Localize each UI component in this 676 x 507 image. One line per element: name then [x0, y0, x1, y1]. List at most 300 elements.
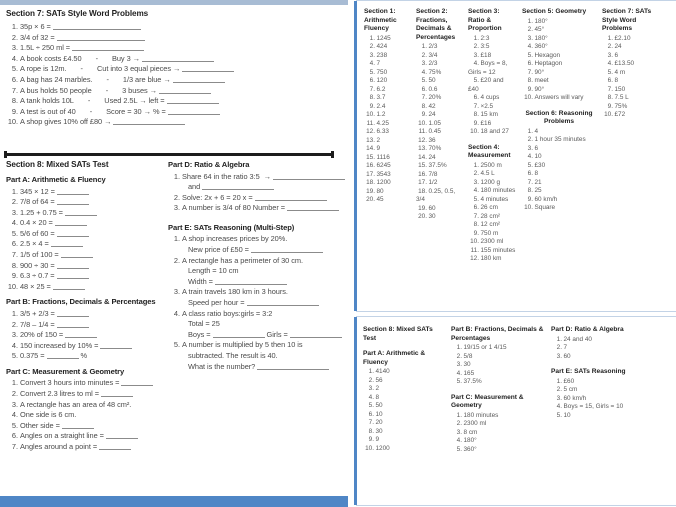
answer-number: 10.	[524, 94, 533, 102]
answer-number: 3.	[473, 51, 479, 59]
answer-item: 9. 24	[416, 111, 462, 120]
answer-item: 1. 24 and 40	[551, 336, 667, 345]
answer-number: 5.	[607, 68, 613, 76]
answers-part-c-list	[451, 412, 547, 455]
answer-item: 12. 180 km	[468, 255, 516, 264]
answer-number: 7.	[527, 178, 533, 186]
answers-section-1-list	[364, 35, 410, 205]
answers-part-e-list	[551, 378, 667, 421]
answer-item: 8. 12 cm²	[468, 221, 516, 230]
answer-number: 6.	[527, 170, 533, 178]
answer-item: 9. 90°	[522, 86, 596, 95]
question-item: 3. 20% of 150 =	[6, 330, 176, 341]
answer-item: 3. 2	[363, 385, 447, 394]
answer-item: 10. 2300 ml	[468, 238, 516, 247]
part-a-question-list	[6, 187, 176, 293]
part-b-title: Part B: Fractions, Decimals & Percentages	[6, 297, 156, 307]
answer-item: 3. 180°	[522, 35, 596, 44]
answer-item: 9. 60 km/h	[522, 196, 596, 205]
answer-item: 8. 42	[416, 103, 462, 112]
answer-item: 4. Boys = 8, Girls = 12	[468, 60, 510, 76]
answer-number: 2.	[456, 352, 462, 360]
answer-item: 9. £16	[468, 120, 516, 129]
answer-item: 17. 3543	[364, 171, 410, 180]
answers-section-4-list	[468, 162, 516, 264]
question-number: 1.	[11, 308, 18, 318]
answer-number: 7.	[473, 102, 479, 110]
answer-number: 1.	[527, 127, 533, 135]
question-number: 1.	[11, 22, 18, 31]
question-item: 9. A test is out of 40 - Score = 30 → % =	[6, 107, 344, 118]
answer-item: 7. 20%	[416, 94, 462, 103]
answer-item: 2. 2300 ml	[451, 420, 547, 429]
answer-number: 18.	[418, 187, 427, 195]
question-number: 3.	[11, 330, 18, 340]
answer-item: 10. 1.05	[416, 120, 462, 129]
answer-number: 16.	[366, 162, 375, 170]
answer-blank[interactable]	[99, 442, 131, 450]
answer-item: 8. 3.7	[364, 94, 410, 103]
question-number: 3.	[173, 203, 180, 213]
answer-item: 6. 120	[364, 77, 410, 86]
answer-item: 2. 5 cm	[551, 386, 667, 395]
answers-part-a-list	[363, 368, 447, 453]
answer-number: 5.	[527, 51, 533, 59]
answer-blank[interactable]	[251, 245, 323, 253]
question-continuation: What is the number?	[168, 362, 346, 373]
question-number: 9.	[11, 106, 18, 116]
answer-number: 5.	[473, 77, 479, 85]
answer-item: 20. 30	[416, 213, 462, 222]
answer-item: 16. 6245	[364, 162, 410, 171]
answer-number: 10.	[470, 238, 479, 246]
answer-number: 7.	[368, 419, 374, 427]
answer-blank[interactable]	[53, 22, 141, 30]
answer-number: 9.	[607, 102, 613, 110]
question-item: 2. 7/8 – 1/4 =	[6, 320, 176, 331]
answer-blank[interactable]	[51, 239, 83, 247]
question-item: 1. 3/5 + 2/3 =	[6, 309, 176, 320]
answer-blank[interactable]	[57, 309, 89, 317]
answer-item: 2. 24	[602, 43, 668, 52]
answer-item: 5. 4 minutes	[468, 196, 516, 205]
answers-section-8-title: Section 8: Mixed SATs Test	[363, 326, 433, 342]
answer-item: 1. £2.10	[602, 35, 668, 44]
answer-item: 8. 30	[363, 428, 447, 437]
answer-blank[interactable]	[57, 197, 89, 205]
answer-number: 10.	[418, 119, 427, 127]
answer-item: 13. 70%	[416, 145, 462, 154]
answer-number: 2.	[556, 386, 562, 394]
answer-blank[interactable]	[55, 218, 87, 226]
answer-blank[interactable]	[57, 187, 89, 195]
answer-number: 1.	[556, 377, 562, 385]
question-number: 3.	[11, 399, 18, 409]
question-number: 2.	[173, 192, 180, 202]
section-8-right-column	[168, 160, 346, 372]
answer-blank[interactable]	[213, 330, 265, 338]
answers-part-d-title: Part D: Ratio & Algebra	[551, 326, 624, 333]
answer-number: 4.	[456, 437, 462, 445]
answer-number: 8.	[368, 427, 374, 435]
answer-item: 9. 2.4	[364, 103, 410, 112]
answer-item: 7. 6.2	[364, 86, 410, 95]
answer-item: 6. 4 cups	[468, 94, 516, 103]
answer-number: 9.	[527, 195, 533, 203]
answers-section-4-title: Section 4: Measurement	[468, 143, 511, 160]
answers-section-3-title: Section 3: Ratio & Proportion	[468, 8, 502, 33]
answer-number: 9.	[473, 119, 479, 127]
answer-blank[interactable]	[290, 330, 342, 338]
answer-number: 6.	[421, 85, 427, 93]
card-left-edge	[354, 1, 357, 311]
answer-number: 6.	[527, 60, 533, 68]
answers-section-2-list	[416, 43, 462, 222]
answer-blank[interactable]	[57, 229, 89, 237]
answer-blank[interactable]	[159, 86, 211, 94]
answer-item: 5. 750	[364, 69, 410, 78]
answer-blank[interactable]	[101, 389, 133, 397]
question-number: 4.	[11, 410, 18, 420]
answer-item: 3. 60 km/h	[551, 395, 667, 404]
question-continuation: New price of £50 =	[168, 245, 346, 256]
question-continuation: Boys = Girls =	[168, 330, 346, 341]
answer-blank[interactable]	[62, 421, 94, 429]
answer-number: 17.	[366, 170, 375, 178]
answer-blank[interactable]	[215, 277, 287, 285]
answers-col-section-1	[361, 8, 413, 311]
answer-item: 4. 7	[364, 60, 410, 69]
answer-blank[interactable]	[121, 378, 153, 386]
answer-item: 2. 7	[551, 344, 667, 353]
answer-item: 12. 6.33	[364, 128, 410, 137]
answer-number: 14.	[418, 153, 427, 161]
answers-section-6-list	[522, 128, 596, 213]
question-continuation: Width =	[168, 277, 346, 288]
answer-item: 6. 10	[363, 411, 447, 420]
answer-blank[interactable]	[257, 362, 329, 370]
answer-number: 11.	[366, 119, 375, 127]
question-item: 1. Convert 3 hours into minutes =	[6, 378, 176, 389]
answer-item: 2. 45°	[522, 26, 596, 35]
answer-item: 18. 0.25, 0.5, 3/4	[416, 187, 457, 204]
answer-item: 11. 0.45	[416, 128, 462, 137]
question-number: 10.	[7, 117, 18, 127]
answer-number: 8.	[473, 111, 479, 119]
answer-item: 2. 3/4	[416, 52, 462, 61]
answers-col-part-b	[451, 326, 551, 454]
answer-item: 1. 180°	[522, 18, 596, 27]
answer-number: 4.	[607, 60, 613, 68]
answer-number: 3.	[421, 60, 427, 68]
answer-number: 5.	[556, 411, 562, 419]
answer-item: 16. 7/8	[416, 171, 462, 180]
answer-blank[interactable]	[65, 208, 97, 216]
answer-item: 1. 4140	[363, 368, 447, 377]
answer-item: 4. 360°	[522, 43, 596, 52]
question-continuation: and	[168, 182, 346, 193]
question-number: 7.	[11, 250, 18, 260]
answer-item: 2. 1 hour 35 minutes	[522, 136, 596, 145]
answer-blank[interactable]	[247, 298, 319, 306]
answer-item: 2. 56	[363, 377, 447, 386]
question-item: 7. A bus holds 50 people - 3 buses →	[6, 86, 344, 97]
answer-number: 19.	[366, 187, 375, 195]
answer-number: 8.	[421, 102, 427, 110]
answer-number: 10.	[604, 111, 613, 119]
section-7-title: Section 7: SATs Style Word Problems	[6, 9, 149, 18]
answer-item: 11. 4.25	[364, 120, 410, 129]
question-continuation: Total = 25	[188, 319, 220, 329]
question-number: 2.	[173, 255, 180, 265]
answer-blank[interactable]	[57, 320, 89, 328]
answer-number: 2.	[456, 420, 462, 428]
answer-item: 1. 1245	[364, 35, 410, 44]
question-item: 9. 6.3 ÷ 0.7 =	[6, 271, 176, 282]
answer-item: 1. 180 minutes	[451, 412, 547, 421]
section-divider-rule	[4, 153, 334, 156]
answer-blank[interactable]	[167, 96, 219, 104]
question-item: 6. 2.5 × 4 =	[6, 239, 176, 250]
question-item: 4. 0.4 × 20 =	[6, 218, 176, 229]
question-number: 6.	[11, 74, 18, 84]
part-d-title: Part D: Ratio & Algebra	[168, 160, 250, 169]
answer-blank[interactable]	[65, 330, 97, 338]
question-item: 5. 5/6 of 60 =	[6, 229, 176, 240]
answer-blank[interactable]	[47, 351, 79, 359]
answer-number: 1.	[456, 344, 462, 352]
answer-number: 6.	[607, 77, 613, 85]
answer-item: 13. 2	[364, 137, 410, 146]
answers-part-a-title: Part A: Arithmetic & Fluency	[363, 350, 426, 366]
answer-number: 12.	[470, 255, 479, 263]
answer-item: 1. 19/15 or 1 4/15	[451, 344, 547, 353]
answer-number: 18.	[366, 179, 375, 187]
answer-number: 4.	[369, 60, 375, 68]
answer-number: 3.	[456, 361, 462, 369]
answer-number: 16.	[418, 170, 427, 178]
card-bottom-left-edge	[354, 317, 357, 505]
part-d-question-list	[168, 172, 346, 214]
question-item: 5. Other side =	[6, 421, 176, 432]
answer-number: 4.	[473, 187, 479, 195]
answer-number: 1.	[456, 411, 462, 419]
answer-item: 5. 360°	[451, 446, 547, 455]
answer-item: 10. 1200	[363, 445, 447, 454]
answer-number: 2.	[369, 43, 375, 51]
answer-number: 4.	[456, 369, 462, 377]
answer-blank[interactable]	[142, 54, 214, 62]
answer-number: 8.	[369, 94, 375, 102]
answer-item: 9. 9	[363, 436, 447, 445]
answer-blank[interactable]	[53, 282, 85, 290]
question-number: 3.	[11, 207, 18, 217]
answer-item: 20. 45	[364, 196, 410, 205]
answer-number: 1.	[369, 34, 375, 42]
answer-number: 7.	[369, 85, 375, 93]
answers-section-6-title: Section 6: Reasoning Problems	[525, 109, 593, 126]
question-item: 4. A book costs £4.50 - Buy 3 →	[6, 54, 344, 65]
question-item: 10. 48 × 25 =	[6, 282, 176, 293]
answers-col-section-3	[465, 8, 519, 311]
answers-card-bottom	[356, 316, 676, 506]
question-item: 2. Convert 2.3 litres to ml =	[6, 389, 176, 400]
answer-item: 6. Heptagon	[522, 60, 596, 69]
answer-number: 10.	[524, 204, 533, 212]
question-item: 8. A tank holds 10L - Used 2.5L → left =	[6, 96, 344, 107]
part-a-title: Part A: Arithmetic & Fluency	[6, 175, 106, 184]
answer-item: 5. £30	[522, 162, 596, 171]
answer-number: 3.	[556, 394, 562, 402]
question-number: 5.	[173, 340, 180, 350]
question-number: 8.	[11, 260, 18, 270]
question-number: 1.	[11, 378, 18, 388]
section-7-block	[6, 9, 344, 128]
answer-number: 15.	[418, 162, 427, 170]
question-number: 4.	[11, 340, 18, 350]
answers-part-b-list	[451, 344, 547, 387]
answer-number: 3.	[556, 352, 562, 360]
answer-blank[interactable]	[168, 107, 220, 115]
answer-number: 1.	[556, 335, 562, 343]
answer-item: 8. 7.5 L	[602, 94, 668, 103]
answer-item: 3. 30	[451, 361, 547, 370]
answer-number: 1.	[527, 17, 533, 25]
answer-item: 11. 155 minutes	[468, 247, 516, 256]
question-item: 3. 1.5L ÷ 250 ml =	[6, 43, 344, 54]
answer-blank[interactable]	[72, 43, 144, 51]
question-item: 1. A shop increases prices by 20%. New price of £50 =	[168, 234, 346, 255]
answer-number: 5.	[473, 195, 479, 203]
answer-item: 8. 15 km	[468, 111, 516, 120]
answer-blank[interactable]	[100, 341, 132, 349]
part-e-title: Part E: SATs Reasoning (Multi-Step)	[168, 222, 295, 232]
question-number: 1.	[11, 186, 18, 196]
question-number: 3.	[173, 287, 180, 297]
answer-number: 3.	[368, 385, 374, 393]
answer-item: 5. £20 and £40	[468, 77, 506, 93]
question-number: 2.	[11, 389, 18, 398]
answer-item: 2. 424	[364, 43, 410, 52]
answer-number: 2.	[556, 344, 562, 352]
answer-number: 11.	[470, 246, 479, 254]
answer-number: 8.	[473, 221, 479, 229]
answer-number: 5.	[421, 77, 427, 85]
question-number: 1.	[173, 234, 180, 244]
answer-number: 3.	[473, 178, 479, 186]
question-number: 4.	[11, 53, 18, 63]
section-8-left-column	[6, 160, 176, 453]
answers-part-d-list	[551, 336, 667, 362]
answer-item: 4. 8	[363, 394, 447, 403]
answer-number: 7.	[421, 94, 427, 102]
answer-item: 12. 36	[416, 137, 462, 146]
question-number: 7.	[11, 441, 18, 451]
answer-blank[interactable]	[57, 33, 145, 41]
answer-item: 5. 10	[551, 412, 667, 421]
question-number: 8.	[11, 96, 18, 106]
question-item: 7. 1/5 of 100 =	[6, 250, 176, 261]
answer-number: 5.	[456, 445, 462, 453]
answer-number: 14.	[366, 145, 375, 153]
answer-number: 3.	[607, 51, 613, 59]
question-number: 5.	[11, 351, 18, 361]
answer-blank[interactable]	[61, 250, 93, 258]
answer-blank[interactable]	[57, 271, 89, 279]
answer-item: 4. 165	[451, 370, 547, 379]
answer-item: 2. 4.5 L	[468, 170, 516, 179]
answer-item: 4. £13.50	[602, 60, 668, 69]
answer-number: 12.	[366, 128, 375, 136]
answer-number: 13.	[418, 145, 427, 153]
answer-item: 3. 6	[602, 52, 668, 61]
answer-item: 2. 5/8	[451, 353, 547, 362]
answer-blank[interactable]	[273, 172, 345, 180]
answer-number: 6.	[473, 204, 479, 212]
answer-blank[interactable]	[202, 182, 274, 190]
answer-item: 3. 2/3	[416, 60, 462, 69]
answer-item: 5. 50	[363, 402, 447, 411]
answer-blank[interactable]	[106, 431, 138, 439]
answer-item: 2. 3:5	[468, 43, 516, 52]
answer-item: 9. 75%	[602, 103, 668, 112]
question-number: 4.	[11, 218, 18, 228]
answer-item: 1. 2500 m	[468, 162, 516, 171]
answer-item: 4. 180°	[451, 437, 547, 446]
top-accent-band	[0, 0, 348, 5]
question-number: 4.	[173, 308, 180, 318]
answer-number: 6.	[473, 94, 479, 102]
answer-blank[interactable]	[182, 64, 234, 72]
answer-blank[interactable]	[113, 117, 185, 125]
answer-item: 1. 2/3	[416, 43, 462, 52]
answer-number: 9.	[421, 111, 427, 119]
bottom-accent-band	[0, 496, 348, 507]
answer-blank[interactable]	[255, 193, 327, 201]
answer-item: 19. 60	[416, 205, 462, 214]
answer-number: 4.	[527, 153, 533, 161]
answer-number: 9.	[368, 436, 374, 444]
answer-item: 14. 9	[364, 145, 410, 154]
answer-number: 3.	[527, 144, 533, 152]
answer-number: 2.	[527, 136, 533, 144]
question-item: 4. One side is 6 cm.	[6, 410, 176, 421]
answer-number: 4.	[421, 68, 427, 76]
question-number: 2.	[11, 197, 18, 207]
answer-item: 1. 2:3	[468, 35, 516, 44]
answers-section-2-title: Section 2: Fractions, Decimals & Percentages	[416, 8, 456, 41]
answer-number: 7.	[527, 68, 533, 76]
answer-item: 3. £18	[468, 52, 516, 61]
answers-section-5-list	[522, 18, 596, 103]
question-number: 7.	[11, 85, 18, 95]
answer-number: 9.	[527, 85, 533, 93]
answer-number: 6.	[369, 77, 375, 85]
answer-item: 4. Boys = 15, Girls = 10	[551, 403, 667, 412]
answer-number: 4.	[473, 60, 479, 68]
part-c-title: Part C: Measurement & Geometry	[6, 366, 125, 376]
answer-blank[interactable]	[287, 203, 339, 211]
answer-item: 3. 1200 g	[468, 179, 516, 188]
answer-blank[interactable]	[57, 261, 89, 269]
answer-blank[interactable]	[173, 75, 225, 83]
question-continuation: Speed per hour =	[168, 298, 346, 309]
answers-section-7-list	[602, 35, 668, 120]
question-number: 2.	[11, 32, 18, 42]
answer-number: 12.	[418, 136, 427, 144]
answer-number: 3.	[369, 51, 375, 59]
question-continuation: subtracted. The result is 40.	[188, 350, 278, 360]
